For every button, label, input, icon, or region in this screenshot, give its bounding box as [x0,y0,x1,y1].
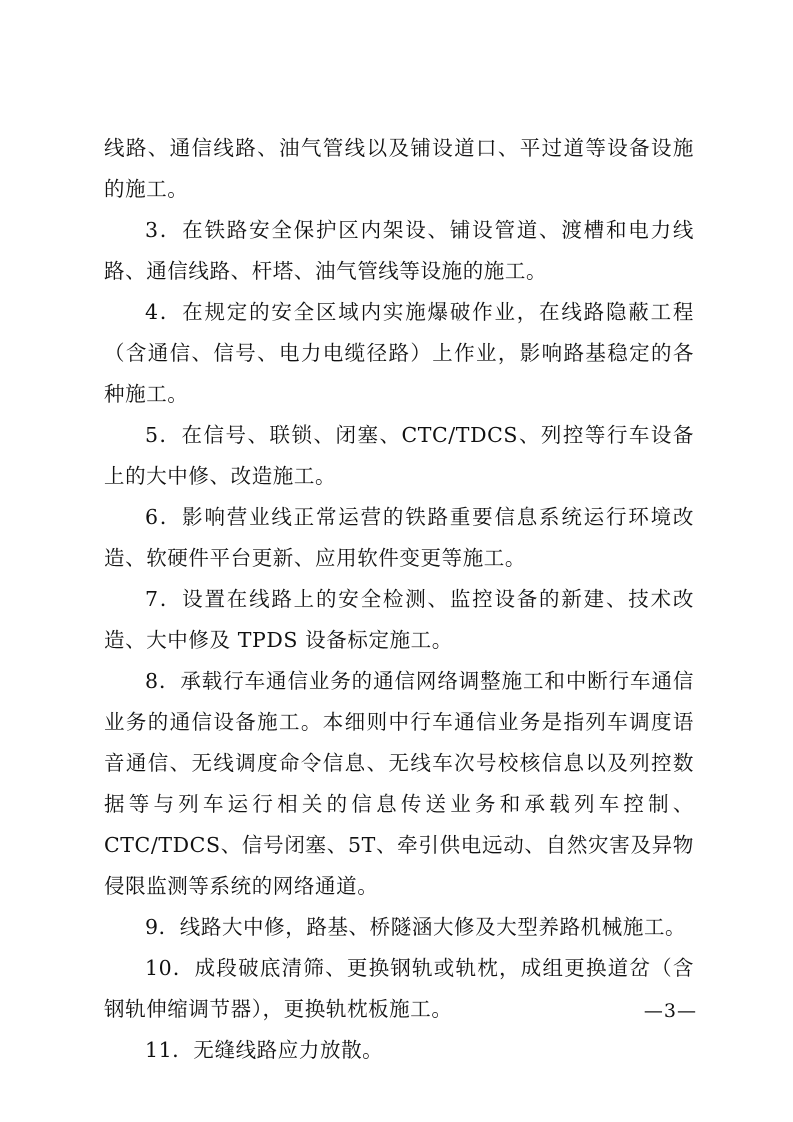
paragraph: 10．成段破底清筛、更换钢轨或轨枕，成组更换道岔（含钢轨伸缩调节器），更换轨枕板施工。 [104,956,694,1021]
paragraph: 3．在铁路安全保护区内架设、铺设管道、渡槽和电力线路、通信线路、杆塔、油气管线等设施的施工。 [104,218,694,283]
paragraph: 5．在信号、联锁、闭塞、CTC/TDCS、列控等行车设备上的大中修、改造施工。 [104,423,694,488]
paragraph: 9．线路大中修，路基、桥隧涵大修及大型养路机械施工。 [145,915,687,939]
page-body [104,128,694,1071]
paragraph: 11．无缝线路应力放散。 [145,1038,384,1062]
paragraph: 8．承载行车通信业务的通信网络调整施工和中断行车通信业务的通信设备施工。本细则中行车通信业务是指列车调度语音通信、无线调度命令信息、无线车次号校核信息以及列控数据等与列车运行相关的信息传送业务和承载列车控制、CTC/TDCS、信号闭塞、5T、牵引供电远动、自然灾害及异物侵限监测等系统的网络通道。 [104,669,694,898]
paragraph: 7．设置在线路上的安全检测、监控设备的新建、技术改造、大中修及 TPDS 设备标定施工。 [104,587,694,652]
paragraph: 4．在规定的安全区域内实施爆破作业，在线路隐蔽工程（含通信、信号、电力电缆径路）上作业，影响路基稳定的各种施工。 [104,300,694,406]
paragraph: 6．影响营业线正常运营的铁路重要信息系统运行环境改造、软硬件平台更新、应用软件变更等施工。 [104,505,694,570]
paragraph: 线路、通信线路、油气管线以及铺设道口、平过道等设备设施的施工。 [104,136,694,201]
page-number: —3— [643,1000,697,1022]
